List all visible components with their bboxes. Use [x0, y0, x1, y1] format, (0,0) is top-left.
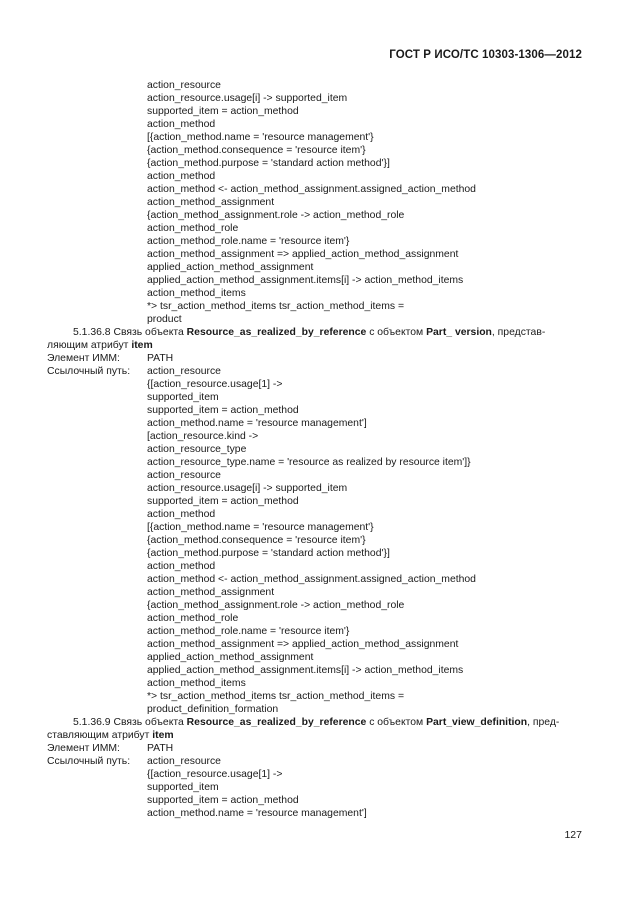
aim-element-value: PATH: [147, 743, 174, 754]
attribute-name: item: [152, 730, 174, 741]
target-entity: Part_ version: [426, 327, 492, 338]
reference-path-line: action_method: [147, 119, 216, 130]
aim-element-row: [0, 352, 630, 365]
reference-path-line: [{action_method.name = 'resource management'}: [147, 132, 374, 143]
reference-path-line: action_method_items: [147, 288, 246, 299]
reference-path-line: action_resource_type: [147, 444, 247, 455]
aim-element-row: [0, 742, 630, 755]
reference-path-line: action_resource: [147, 756, 221, 767]
reference-path-line: applied_action_method_assignment.items[i] -> action_method_items: [147, 665, 464, 676]
reference-path-line: action_method_items: [147, 678, 246, 689]
entity-name: Resource_as_realized_by_reference: [186, 717, 367, 728]
reference-path-row: [0, 755, 630, 768]
reference-path-line: {action_method.purpose = 'standard action method'}]: [147, 158, 390, 169]
aim-element-value: PATH: [147, 353, 174, 364]
reference-path-line: {[action_resource.usage[1] ->: [147, 379, 283, 390]
reference-path-line: action_resource: [147, 80, 221, 91]
reference-path-line: action_method_assignment: [147, 587, 275, 598]
reference-path-line: supported_item = action_method: [147, 496, 299, 507]
document-header: ГОСТ Р ИСО/ТС 10303-1306—2012: [389, 49, 582, 61]
reference-path-line: supported_item: [147, 392, 219, 403]
page-number: 127: [564, 829, 582, 841]
reference-path-line: action_resource.usage[i] -> supported_item: [147, 483, 348, 494]
section-heading-continued: ставляющим атрибут item: [47, 730, 174, 741]
reference-path-line: applied_action_method_assignment: [147, 652, 314, 663]
reference-path-line: supported_item = action_method: [147, 405, 299, 416]
entity-name: Resource_as_realized_by_reference: [186, 327, 367, 338]
reference-path-line: *> tsr_action_method_items tsr_action_method_items =: [147, 301, 405, 312]
reference-path-line: action_method: [147, 509, 216, 520]
reference-path-line: supported_item = action_method: [147, 795, 299, 806]
reference-path-label: Ссылочный путь:: [47, 756, 131, 767]
reference-path-line: product_definition_formation: [147, 704, 279, 715]
reference-path-line: action_method_role: [147, 223, 239, 234]
reference-path-block: [0, 79, 630, 326]
section-heading: 5.1.36.9 Связь объекта Resource_as_realized_by_reference с объектом Part_view_definition, пред-: [73, 717, 560, 728]
aim-element-label: Элемент ИММ:: [47, 353, 120, 364]
reference-path-row: [0, 365, 630, 378]
reference-path-line: action_method <- action_method_assignment.assigned_action_method: [147, 574, 476, 585]
reference-path-line: applied_action_method_assignment: [147, 262, 314, 273]
reference-path-line: {action_method_assignment.role -> action_method_role: [147, 600, 405, 611]
reference-path-line: action_method.name = 'resource management']: [147, 808, 367, 819]
reference-path-line: applied_action_method_assignment.items[i] -> action_method_items: [147, 275, 464, 286]
reference-path-line: action_resource: [147, 366, 221, 377]
reference-path-line: action_method: [147, 561, 216, 572]
reference-path-line: action_resource_type.name = 'resource as realized by resource item']}: [147, 457, 471, 468]
target-entity: Part_view_definition: [426, 717, 528, 728]
reference-path-line: action_method_role: [147, 613, 239, 624]
reference-path-line: action_method <- action_method_assignment.assigned_action_method: [147, 184, 476, 195]
reference-path-line: action_resource.usage[i] -> supported_item: [147, 93, 348, 104]
reference-path-line: action_resource: [147, 470, 221, 481]
reference-path-line: product: [147, 314, 182, 325]
reference-path-line: action_method_assignment => applied_action_method_assignment: [147, 639, 459, 650]
reference-path-block: [0, 378, 630, 716]
section-heading: 5.1.36.8 Связь объекта Resource_as_realized_by_reference с объектом Part_ version, представ-: [73, 327, 546, 338]
attribute-name: item: [131, 340, 153, 351]
reference-path-line: action_method_role.name = 'resource item'}: [147, 236, 350, 247]
reference-path-line: {action_method.consequence = 'resource item'}: [147, 535, 366, 546]
reference-path-line: action_method: [147, 171, 216, 182]
reference-path-line: action_method_assignment: [147, 197, 275, 208]
reference-path-line: *> tsr_action_method_items tsr_action_method_items =: [147, 691, 405, 702]
reference-path-line: [action_resource.kind ->: [147, 431, 259, 442]
aim-element-label: Элемент ИММ:: [47, 743, 120, 754]
reference-path-line: action_method.name = 'resource management']: [147, 418, 367, 429]
reference-path-line: action_method_assignment => applied_action_method_assignment: [147, 249, 459, 260]
reference-path-line: {action_method.consequence = 'resource item'}: [147, 145, 366, 156]
reference-path-line: [{action_method.name = 'resource management'}: [147, 522, 374, 533]
reference-path-label: Ссылочный путь:: [47, 366, 131, 377]
page-content: [0, 79, 630, 820]
reference-path-block: [0, 768, 630, 820]
reference-path-line: {action_method.purpose = 'standard action method'}]: [147, 548, 390, 559]
section-heading-continued: ляющим атрибут item: [47, 340, 153, 351]
reference-path-line: supported_item = action_method: [147, 106, 299, 117]
reference-path-line: {action_method_assignment.role -> action_method_role: [147, 210, 405, 221]
reference-path-line: supported_item: [147, 782, 219, 793]
reference-path-line: {[action_resource.usage[1] ->: [147, 769, 283, 780]
reference-path-line: action_method_role.name = 'resource item'}: [147, 626, 350, 637]
